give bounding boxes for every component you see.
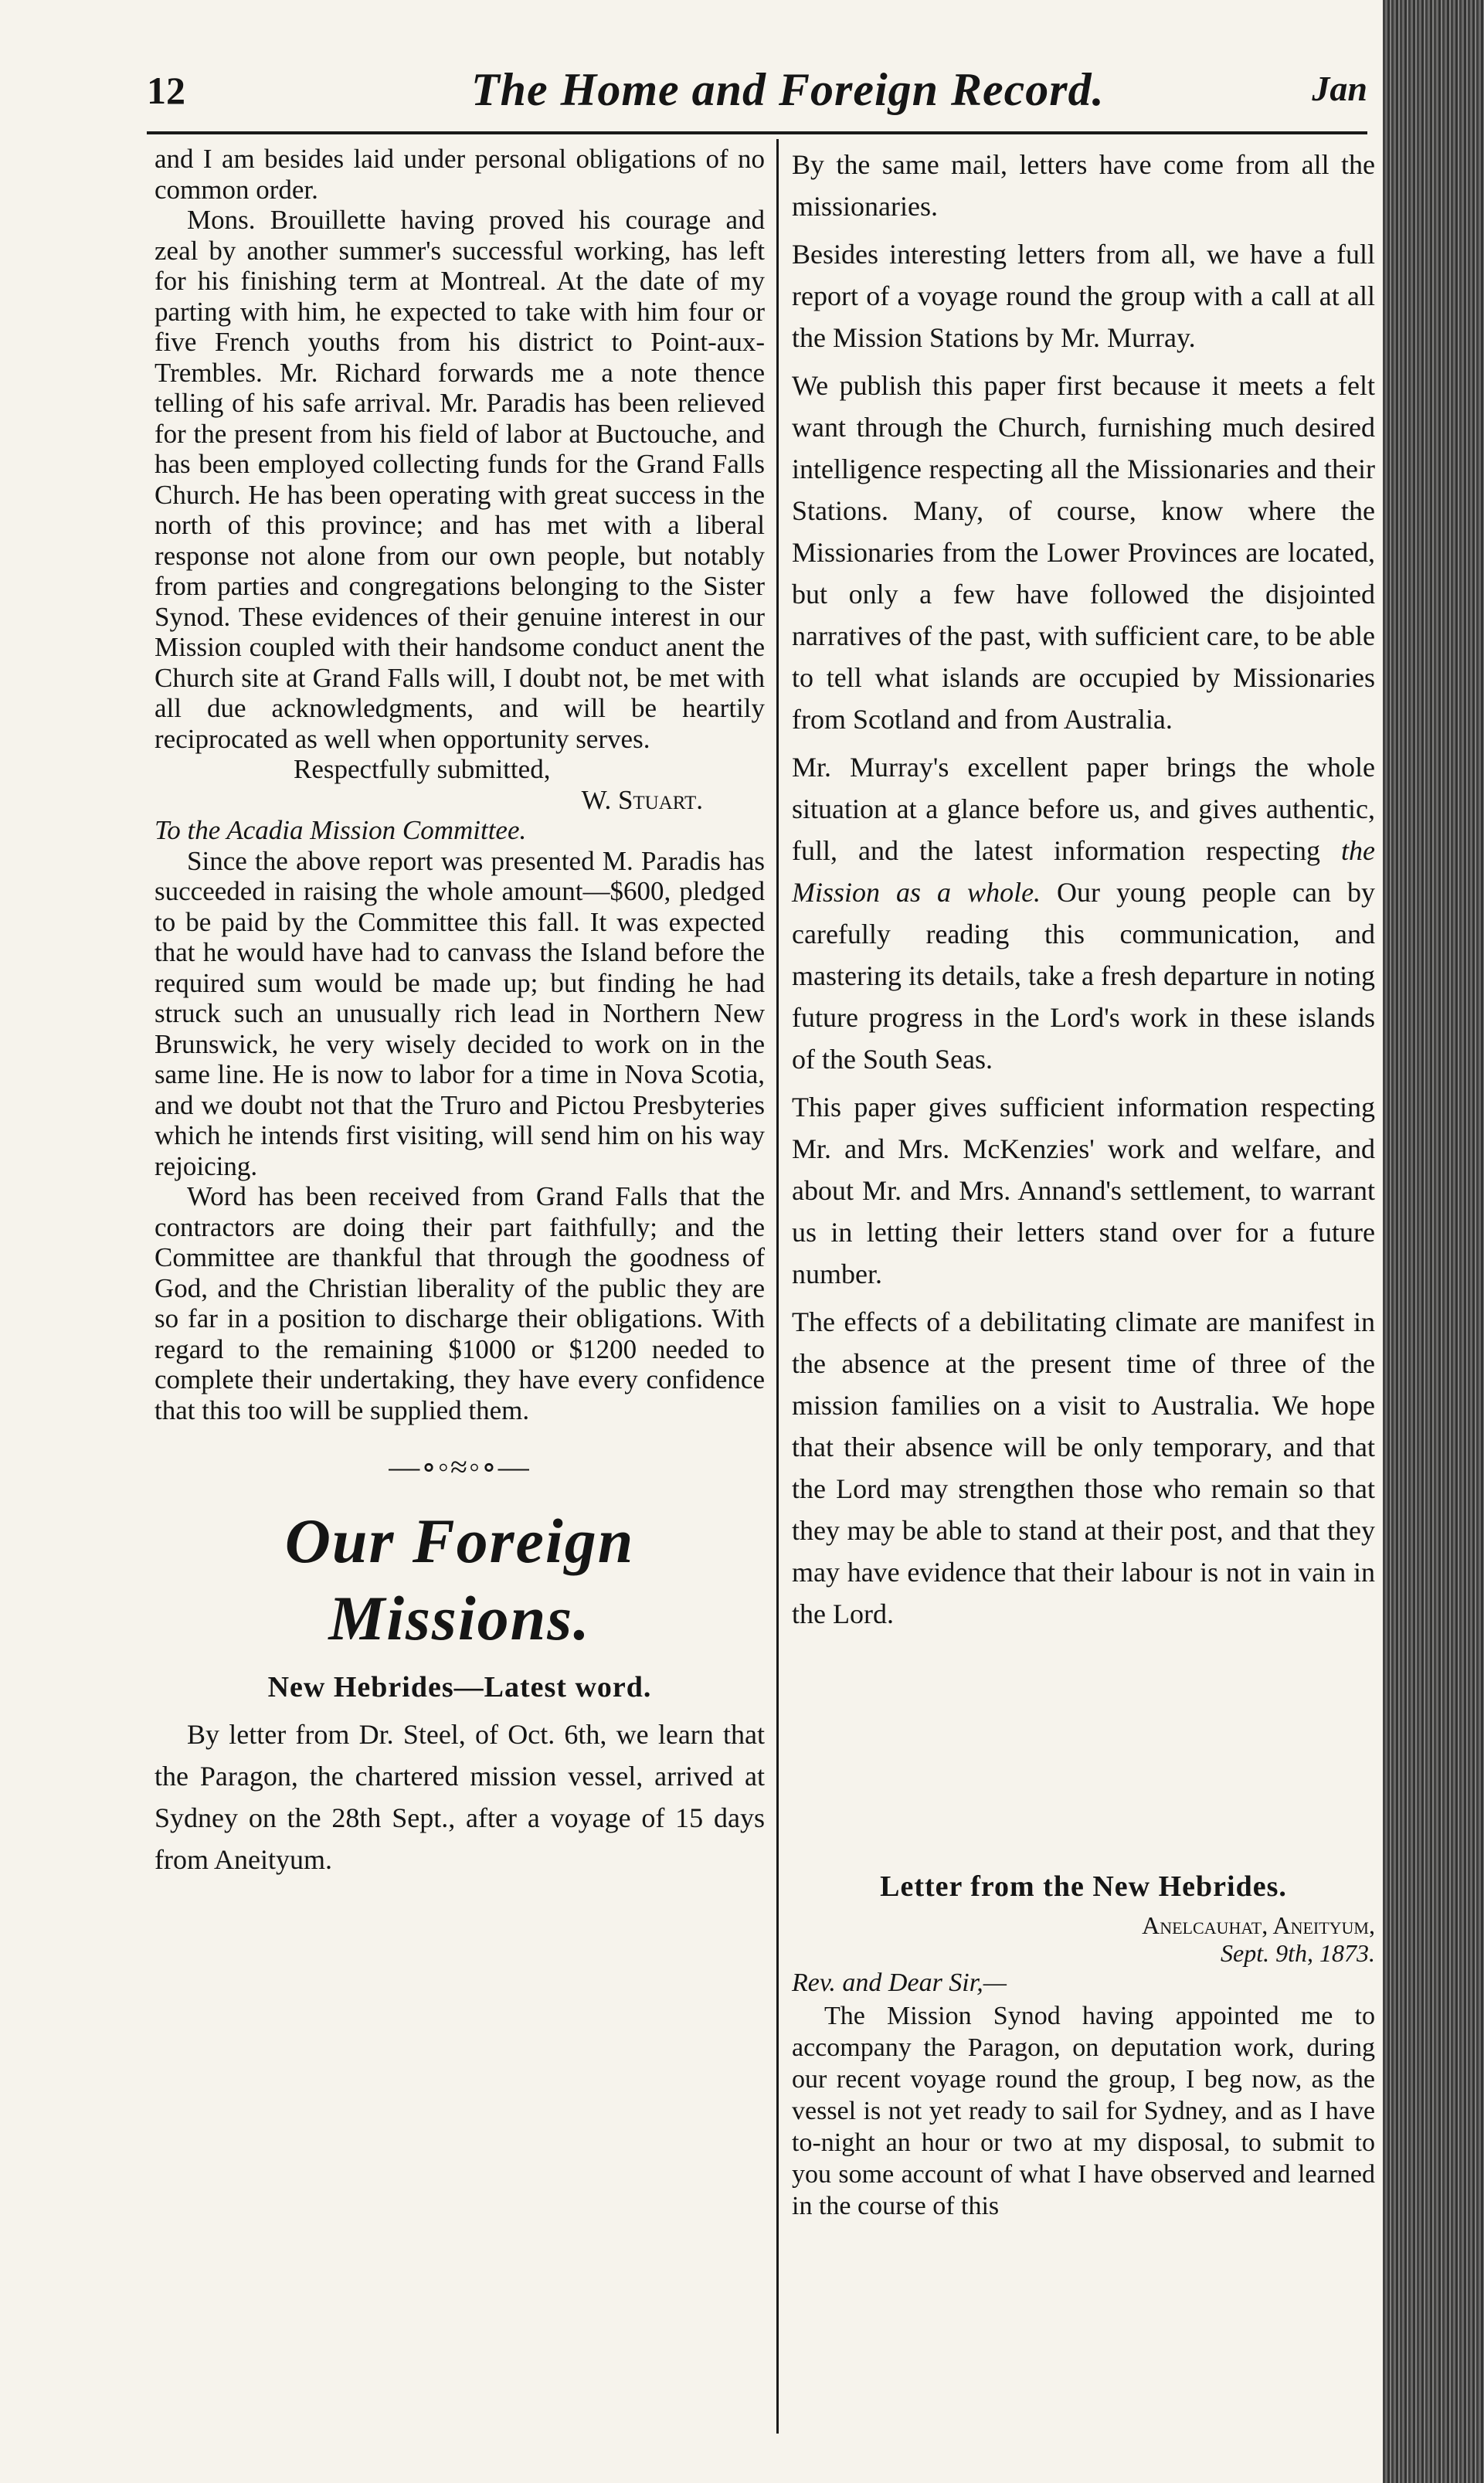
murray-emphasis: the Mission as a whole. <box>792 835 1375 908</box>
page-number: 12 <box>147 69 185 112</box>
section-heading-foreign-missions: Our Foreign Missions. <box>284 1505 635 1653</box>
header-rule <box>147 131 1367 134</box>
journal-title: The Home and Foreign Record. <box>471 64 1105 115</box>
ornamental-separator: —∘◦≈◦∘— <box>389 1449 531 1484</box>
paragraph-paradis: Since the above report was presented M. Paradis has succeeded in raising the whole amount—$600, pledged to be paid by the Committee this fall. It was expected that he would have had to canvass the Island before the required sum would be made up; but finding he had struck such an unusually rich lead in Northern New Brunswick, he very wisely decided to work on in the same line. He is now to labor for a time in Nova Scotia, and we doubt not that the Truro and Pictou Presbyteries which he intends first visiting, will send him on his way rejoicing. <box>155 845 765 1181</box>
header-month: Jan <box>1312 69 1367 108</box>
letter-heading: Letter from the New Hebrides. <box>880 1870 1287 1903</box>
subheading-new-hebrides: New Hebrides—Latest word. <box>267 1670 652 1703</box>
right-column-letter <box>792 1870 1375 2222</box>
paragraph-climate: The effects of a debilitating climate are manifest in the absence at the present time of three of the mission families on a visit to Australia. We hope that their absence will be only temporary, and that the Lord may strengthen those who remain so that they may be able to stand at their post, and that they may have evidence that their labour is not in vain in the Lord. <box>792 1306 1375 1629</box>
paragraph-publish: We publish this paper first because it meets a felt want through the Church, furnishing much desired intelligence respecting all the Missionaries and their Stations. Many, of course, know where the Missionaries from the Lower Provinces are located, but only a few have followed the disjointed narratives of the past, with sufficient care, to be able to tell what islands are occupied by Missionaries from Scotland and from Australia. <box>792 370 1375 735</box>
dateline-date: Sept. 9th, 1873. <box>1221 1939 1375 1967</box>
paragraph-report: Besides interesting letters from all, we have a full report of a voyage round the group with a call at all the Mission Stations by Mr. Murray. <box>792 239 1375 353</box>
murray-text-end: Our young people can by carefully reading this communication, and mastering its details, take a fresh departure in noting future progress in the Lord's work in these islands of the South Seas. <box>792 877 1375 1075</box>
report-signoff: Respectfully submitted, <box>294 754 551 784</box>
left-column <box>155 144 765 1880</box>
paragraph-paragon: By letter from Dr. Steel, of Oct. 6th, we learn that the Paragon, the chartered mission vessel, arrived at Sydney on the 28th Sept., after a voyage of 15 days from Aneityum. <box>155 1719 765 1875</box>
dateline-place: Anelcauhat, Aneityum, <box>1142 1911 1375 1939</box>
running-header <box>147 64 1367 130</box>
column-divider <box>776 139 779 2434</box>
letter-salutation: Rev. and Dear Sir,— <box>792 1968 1007 1997</box>
letter-dateline <box>792 1911 1375 1967</box>
report-signature: W. Stuart. <box>581 784 703 815</box>
right-column-upper <box>792 144 1375 1641</box>
murray-text-start: Mr. Murray's excellent paper brings the whole situation at a glance before us, and gives authentic, full, and the latest information respecting <box>792 752 1375 866</box>
paragraph-brouillette: Mons. Brouillette having proved his courage and zeal by another summer's successful working, has left for his finishing term at Montreal. At the date of my parting with him, he expected to take with him four or five French youths from his district to Point-aux-Trembles. Mr. Richard forwards me a note thence telling of his safe arrival. Mr. Paradis has been relieved for the present from his field of labor at Buctouche, and has been employed collecting funds for the Grand Falls Church. He has been operating with great success in the north of this province; and has met with a liberal response not alone from our own people, but notably from parties and congregations belonging to the Sister Synod. These evidences of their genuine interest in our Mission coupled with their handsome conduct anent the Church site at Grand Falls will, I doubt not, be met with all due acknowledgments, and will be heartily reciprocated as well when opportunity serves. <box>155 205 765 754</box>
paragraph-mail: By the same mail, letters have come from all the missionaries. <box>792 149 1375 222</box>
report-addressee: To the Acadia Mission Committee. <box>155 815 527 845</box>
paragraph-mckenzie: This paper gives sufficient information respecting Mr. and Mrs. McKenzies' work and welfare, and about Mr. and Mrs. Annand's settlement, to warrant us in letting their letters stand over for a future number. <box>792 1092 1375 1289</box>
paragraph-murray <box>792 746 1375 1080</box>
paragraph-grand-falls: Word has been received from Grand Falls that the contractors are doing their part faithfully; and the Committee are thankful that through the goodness of God, and the Christian liberality of the public they are so far in a position to discharge their obligations. With regard to the remaining $1000 or $1200 needed to complete their undertaking, they have every confidence that this too will be supplied them. <box>155 1181 765 1425</box>
paragraph-letter: The Mission Synod having appointed me to accompany the Paragon, on deputation work, during our recent voyage round the group, I beg now, as the vessel is not yet ready to sail for Sydney, and as I have to-night an hour or two at my disposal, to submit to you some account of what I have observed and learned in the course of this <box>792 2002 1375 2220</box>
page-edge-shadow <box>1383 0 1484 2483</box>
continuation-text: and I am besides laid under personal obligations of no common order. <box>155 144 765 205</box>
